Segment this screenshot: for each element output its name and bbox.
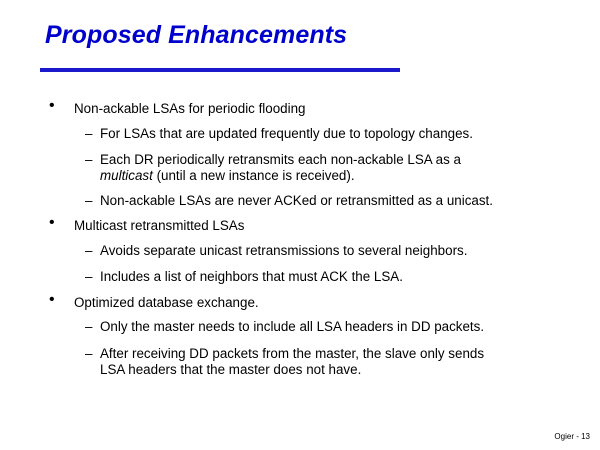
sub-bullet-dash: – [85,243,93,258]
bullet-1-sub-2-text: Each DR periodically retransmits each non-ackable LSA as a [100,152,461,167]
bullet-marker: • [49,291,55,308]
bullet-1-sub-2 [100,152,570,184]
slide-title: Proposed Enhancements [45,21,348,49]
bullet-3-text: Optimized database exchange. [74,295,259,310]
bullet-marker: • [49,97,55,114]
bullet-1-sub-1 [100,126,570,142]
bullet-2-text: Multicast retransmitted LSAs [74,218,245,233]
bullet-2-sub-2-text: Includes a list of neighbors that must ACK the LSA. [100,269,403,284]
bullet-2-sub-2 [100,269,570,285]
bullet-2-sub-1-text: Avoids separate unicast retransmissions to several neighbors. [100,243,468,258]
bullet-3-sub-1-text: Only the master needs to include all LSA headers in DD packets. [100,319,485,334]
bullet-marker: • [49,214,55,231]
sub-bullet-dash: – [85,152,93,167]
title-underline [40,68,400,72]
bullet-1-sub-2-tail: (until a new instance is received). [152,168,355,183]
bullet-1-sub-3-text: Non-ackable LSAs are never ACKed or retransmitted as a unicast. [100,193,493,208]
bullet-3-sub-1 [100,319,570,335]
sub-bullet-dash: – [85,346,93,361]
bullet-2-sub-1 [100,243,570,259]
bullet-3-sub-2-line-2: LSA headers that the master does not have. [100,362,362,377]
slide-footer-page-label: Ogier - 13 [554,432,590,441]
bullet-1-text: Non-ackable LSAs for periodic flooding [74,101,306,116]
sub-bullet-dash: – [85,319,93,334]
sub-bullet-dash: – [85,193,93,208]
bullet-1-sub-1-text: For LSAs that are updated frequently due to topology changes. [100,126,473,141]
sub-bullet-dash: – [85,269,93,284]
sub-bullet-dash: – [85,126,93,141]
bullet-3-sub-2 [100,346,570,378]
bullet-3-sub-2-line-1: After receiving DD packets from the master, the slave only sends [100,346,485,361]
bullet-1-sub-3 [100,193,570,209]
bullet-1-sub-2-emphasis: multicast [100,168,153,183]
